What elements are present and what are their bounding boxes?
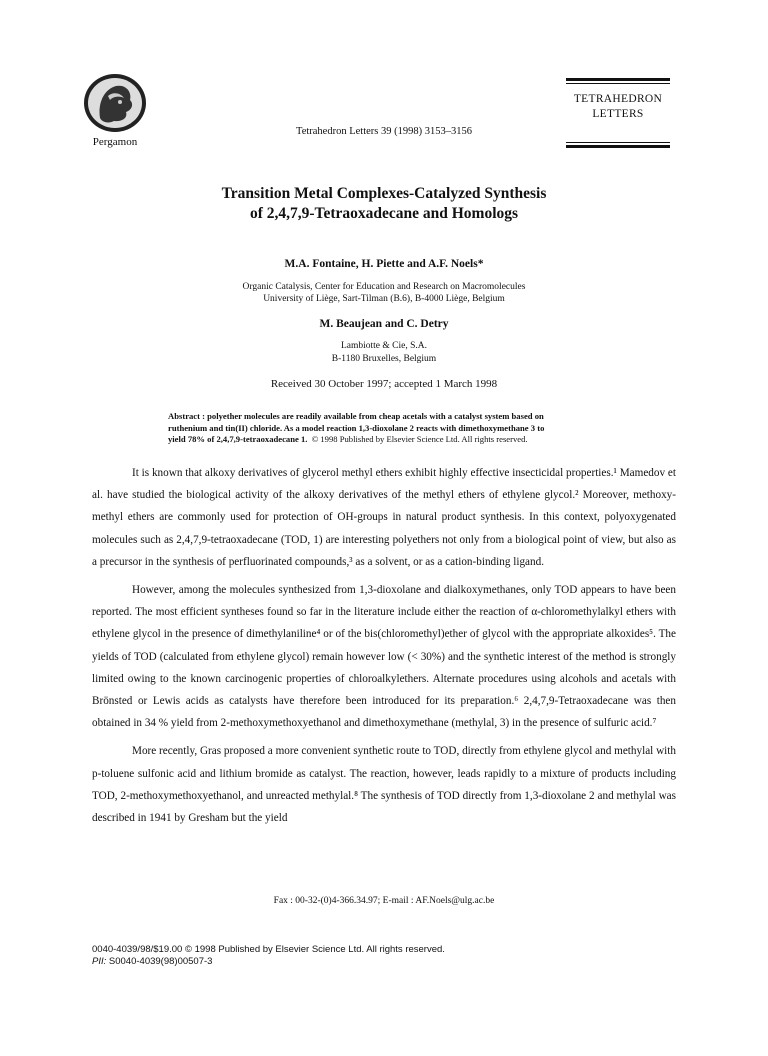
paragraph-2: However, among the molecules synthesized from 1,3-dioxolane and dialkoxymethanes, only TOD appears to have been reported. The most efficient syntheses found so far in the literature include either the reaction of α-chloromethylalkyl ethers with ethylene glycol in the presence of dimethylaniline⁴ or of the bis(chloromethyl)ether of glycol with the appropriate alkoxides⁵. The yields of TOD (calculated from ethylene glycol) remain however low (< 30%) and the synthetic interest of the method is strongly limited owing to the known carcinogenic properties of chloroalkylethers. Alternate procedures using alcohols and acetals with Brönsted or Lewis acids as catalysts have therefore been introduced for its preparation.⁶ 2,4,7,9-Tetraoxadecane was then obtained in 34 % yield from 2-methoxymethoxyethanol and dimethoxymethane (methylal, 3) in the presence of sulfuric acid.⁷: [92, 584, 676, 730]
title-line2: of 2,4,7,9-Tetraoxadecane and Homologs: [249, 205, 519, 222]
footer-line2: [92, 956, 445, 968]
affiliation-1: [0, 281, 768, 305]
journal-reference: Tetrahedron Letters 39 (1998) 3153–3156: [296, 126, 472, 137]
abstract-line2: ruthenium and tin(II) chloride. As a model reaction 1,3-dioxolane 2 reacts with dimethoxymethane 3 to: [168, 422, 545, 433]
article-title: [0, 184, 768, 224]
bottom-rule: [566, 145, 670, 148]
journal-name-line2: LETTERS: [592, 108, 644, 120]
abstract-line3: [168, 434, 628, 446]
pergamon-emblem-icon: [82, 72, 148, 134]
journal-name-line1: TETRAHEDRON: [573, 93, 663, 105]
affiliation2-line2: B-1180 Bruxelles, Belgium: [331, 354, 437, 364]
affiliation1-line1: Organic Catalysis, Center for Education and Research on Macromolecules: [242, 282, 526, 292]
corresponding-contact: Fax : 00-32-(0)4-366.34.97; E-mail : AF.Noels@ulg.ac.be: [273, 896, 495, 906]
authors-group-1: M.A. Fontaine, H. Piette and A.F. Noels*: [284, 258, 484, 270]
title-line1: Transition Metal Complexes-Catalyzed Synthesis: [221, 185, 547, 202]
affiliation1-line2: University of Liège, Sart-Tilman (B.6), B-4000 Liège, Belgium: [263, 294, 505, 304]
authors-group-2: M. Beaujean and C. Detry: [319, 318, 449, 330]
abstract-line1: Abstract : polyether molecules are readily available from cheap acetals with a catalyst system based on: [168, 411, 544, 421]
abstract-copyright: © 1998 Published by Elsevier Science Ltd. All rights reserved.: [311, 434, 528, 444]
footer-line1: 0040-4039/98/$19.00 © 1998 Published by Elsevier Science Ltd. All rights reserved.: [92, 944, 445, 955]
pii-value: S0040-4039(98)00507-3: [108, 956, 213, 967]
top-rule: [566, 78, 670, 81]
abstract-line3-text: yield 78% of 2,4,7,9-tetraoxadecane 1.: [168, 434, 308, 444]
body-text: [92, 462, 676, 835]
affiliation2-line1: Lambiotte & Cie, S.A.: [340, 341, 428, 351]
received-dates: Received 30 October 1997; accepted 1 March 1998: [270, 378, 498, 390]
publisher-name: Pergamon: [92, 136, 138, 148]
copyright-footer: [92, 944, 445, 968]
paragraph-3: More recently, Gras proposed a more convenient synthetic route to TOD, directly from ethylene glycol and methylal with p-toluene sulfonic acid and lithium bromide as catalyst. The reaction, however, leads rapidly to a mixture of products including TOD, 2-methoxymethoxyethanol, and unreacted methylal.⁸ The synthesis of TOD directly from 1,3-dioxolane 2 and methylal was described in 1941 by Gresham but the yield: [92, 745, 676, 825]
journal-name: [566, 92, 670, 122]
top-thin-rule: [566, 83, 670, 84]
pii-label: PII:: [92, 956, 107, 967]
abstract: [168, 411, 628, 446]
bottom-thin-rule: [566, 142, 670, 143]
journal-name-block: [566, 78, 670, 148]
affiliation-2: [0, 340, 768, 366]
paragraph-1: It is known that alkoxy derivatives of glycerol methyl ethers exhibit highly effective insecticidal properties.¹ Mamedov et al. have studied the biological activity of the alkoxy derivatives of the methyl ethers of ethylene glycol.² Moreover, methoxy-methyl ethers are commonly used for protection of OH-groups in natural product synthesis. In this context, polyoxygenated molecules such as 2,4,7,9-tetraoxadecane (TOD, 1) are interesting polyethers not only from a biological point of view, but also as a precursor in the synthesis of perfluorinated compounds,³ as a solvent, or as a cation-binding ligand.: [92, 467, 676, 568]
